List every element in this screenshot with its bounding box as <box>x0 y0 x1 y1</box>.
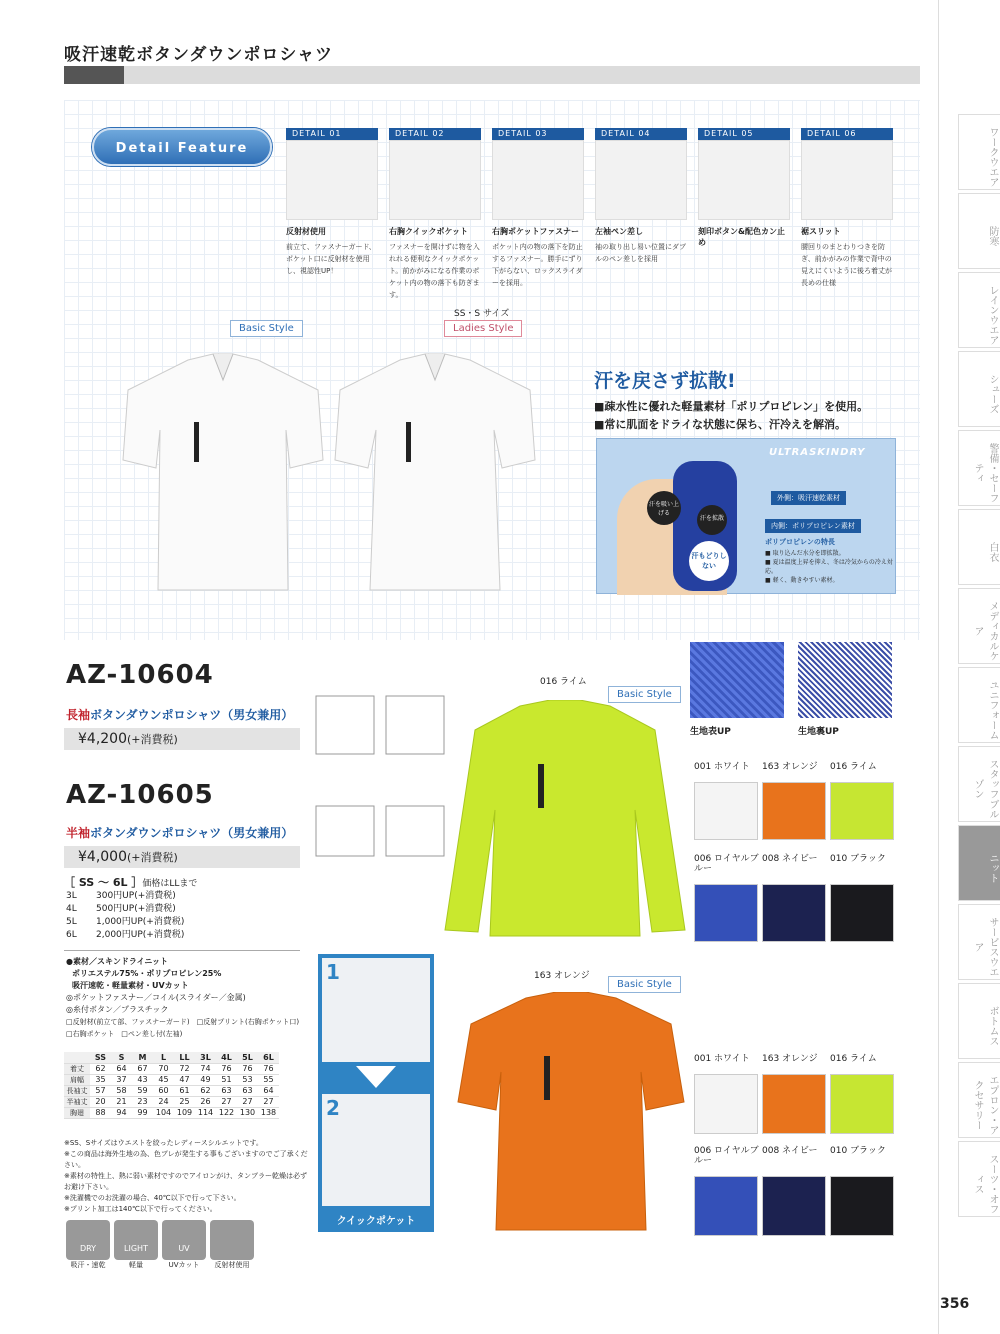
table-cell: 27 <box>237 1096 258 1107</box>
pp-list <box>765 549 893 585</box>
color-label: 008 ネイビー <box>762 854 818 864</box>
tax-note: (+消費税) <box>127 733 178 746</box>
table-cell: 122 <box>216 1107 237 1118</box>
feature-icon: LIGHT <box>114 1220 158 1260</box>
shirt-orange-short <box>456 992 686 1232</box>
table-row <box>64 1063 279 1074</box>
table-cell: 130 <box>237 1107 258 1118</box>
orange-style-tag: Basic Style <box>608 976 681 993</box>
note-line: ※この商品は海外生地の為、色ブレが発生する事もございますのでご了承ください。 <box>64 1150 308 1169</box>
color-swatch <box>694 884 758 942</box>
color-swatch <box>762 1176 826 1236</box>
detail-name: 右胸クイックポケット <box>389 227 469 236</box>
table-cell: 61 <box>174 1085 195 1096</box>
shirt-white-basic <box>118 350 328 600</box>
detail-card <box>492 128 584 289</box>
sidebar-tab: 白衣 <box>958 509 1000 585</box>
detail-photo <box>698 140 790 220</box>
table-cell: 49 <box>195 1074 216 1085</box>
size: 3L <box>66 891 77 901</box>
upcharge-row <box>66 929 184 942</box>
table-cell: 肩幅 <box>64 1074 90 1085</box>
sidebar-tab: ワークウエア <box>958 114 1000 190</box>
detail-head: DETAIL 01 <box>286 128 378 140</box>
sidebar-tab: ボトムス <box>958 983 1000 1059</box>
table-cell: 59 <box>132 1085 153 1096</box>
price-long <box>64 728 300 750</box>
sidebar-tab: スーツ・オフィス <box>958 1141 1000 1217</box>
flat-drawing-short <box>310 800 450 864</box>
size: 4L <box>66 904 77 914</box>
ultraskindry-diagram <box>596 438 896 594</box>
detail-desc: ファスナーを開けずに物を入れれる便利なクイックポケット。前かがみになる作業のポケット内の物の落下も防ぎます。 <box>389 243 480 299</box>
column-header: 5L <box>237 1052 258 1063</box>
down-arrow-icon <box>356 1066 396 1088</box>
color-label: 010 ブラック <box>830 854 886 864</box>
icon-label: 軽量 <box>129 1261 143 1269</box>
pp-item: ■ 軽く、動きやすい素材。 <box>765 577 839 584</box>
icon-label: UVカット <box>168 1261 200 1269</box>
material-line: □反射材(前立て部、ファスナーガード) □反射プリント(右胸ポケット口) <box>66 1018 300 1026</box>
detail-photo <box>492 140 584 220</box>
tax-note: (+消費税) <box>127 851 178 864</box>
orange-label: 163 オレンジ <box>534 971 590 981</box>
table-cell: 45 <box>153 1074 174 1085</box>
detail-feature-badge: Detail Feature <box>92 128 272 166</box>
size-table <box>64 1052 279 1119</box>
note-line: ※SS、Sサイズはウエストを絞ったレディースシルエットです。 <box>64 1139 263 1147</box>
sidebar-tab: ニット <box>958 825 1000 901</box>
material-line: ◎糸付ボタン／プラスチック <box>66 1005 169 1014</box>
table-cell: 138 <box>258 1107 279 1118</box>
table-cell: 35 <box>90 1074 111 1085</box>
detail-desc: 前立て、ファスナーガード、ポケット口に反射材を使用し、視認性UP！ <box>286 243 376 275</box>
price-short <box>64 846 300 868</box>
inner-label: 内側：ポリプロピレン素材 <box>765 519 861 533</box>
table-cell: 63 <box>216 1085 237 1096</box>
detail-photo <box>801 140 893 220</box>
table-cell: 胸廻 <box>64 1107 90 1118</box>
note-line: ※素材の特性上、熱に弱い素材ですのでアイロンがけ、タンブラー乾燥は必ずお避け下さい。 <box>64 1172 307 1191</box>
color-swatch <box>694 782 758 840</box>
table-cell: 51 <box>216 1074 237 1085</box>
table-cell: 109 <box>174 1107 195 1118</box>
table-row <box>64 1107 279 1118</box>
detail-name: 右胸ポケットファスナー <box>492 227 580 236</box>
pp-item: ■ 取り込んだ水分を即拡散。 <box>765 550 845 557</box>
table-cell: 114 <box>195 1107 216 1118</box>
sidebar-tab: ユニフォーム <box>958 667 1000 743</box>
material-line: 吸汗速乾・軽量素材・UVカット <box>72 981 189 990</box>
table-cell: 76 <box>237 1063 258 1074</box>
color-swatch <box>762 1074 826 1134</box>
color-label: 016 ライム <box>830 762 877 772</box>
detail-head: DETAIL 03 <box>492 128 584 140</box>
upcharge: 500円UP(+消費税) <box>96 904 176 914</box>
material-line: ●素材／スキンドライニット <box>66 957 169 966</box>
table-cell: 37 <box>111 1074 132 1085</box>
pp-title: ポリプロピレンの特長 <box>765 538 835 546</box>
material-block <box>66 956 306 1040</box>
product-name-short <box>66 824 293 841</box>
bubble-spread: 汗を拡散 <box>697 505 727 535</box>
quick-pocket-label: クイックポケット <box>336 1216 416 1227</box>
sidebar-tab: レインウエア <box>958 272 1000 348</box>
detail-photo <box>595 140 687 220</box>
material-line: ポリエステル75%・ポリプロピレン25% <box>72 969 222 978</box>
color-swatch <box>830 782 894 840</box>
sleeve-type: 長袖 <box>66 708 91 722</box>
sidebar-tab: メディカルケア <box>958 588 1000 664</box>
quick-pocket-panel <box>318 954 434 1232</box>
size-range <box>64 874 197 890</box>
table-cell: 94 <box>111 1107 132 1118</box>
table-cell: 76 <box>258 1063 279 1074</box>
ladies-size-note: SS・S サイズ <box>454 309 510 319</box>
table-row <box>64 1085 279 1096</box>
column-header: 6L <box>258 1052 279 1063</box>
size-upcharge-list <box>66 890 184 942</box>
table-header <box>64 1052 279 1063</box>
table-cell: 70 <box>153 1063 174 1074</box>
product-name-long <box>66 706 293 723</box>
size-range-value: ［ SS ～ 6L ］ <box>64 876 143 889</box>
sidebar-tab: スタッフブルゾン <box>958 746 1000 822</box>
table-cell: 53 <box>237 1074 258 1085</box>
upcharge-row <box>66 890 184 903</box>
column-header: 3L <box>195 1052 216 1063</box>
color-label: 006 ロイヤルブルー <box>694 854 759 874</box>
column-header: LL <box>174 1052 195 1063</box>
table-cell: 99 <box>132 1107 153 1118</box>
column-header: M <box>132 1052 153 1063</box>
color-label: 008 ネイビー <box>762 1146 818 1156</box>
feature-heading: 汗を戻さず拡散! <box>594 370 736 392</box>
size: 6L <box>66 930 77 940</box>
model-number-long: AZ-10604 <box>66 660 214 690</box>
sleeve-type: 半袖 <box>66 826 91 840</box>
column-header: SS <box>90 1052 111 1063</box>
upcharge: 1,000円UP(+消費税) <box>96 917 185 927</box>
lime-label: 016 ライム <box>540 677 587 687</box>
color-label: 006 ロイヤルブルー <box>694 1146 759 1166</box>
icon-label: 吸汗・速乾 <box>70 1261 106 1269</box>
product-type: ボタンダウンポロシャツ（男女兼用） <box>90 708 294 722</box>
table-cell: 26 <box>195 1096 216 1107</box>
detail-head: DETAIL 04 <box>595 128 687 140</box>
detail-name: 裾スリット <box>801 227 841 236</box>
detail-card <box>698 128 790 252</box>
feature-icon: DRY <box>66 1220 110 1260</box>
flat-drawing-long <box>310 690 450 764</box>
table-cell: 55 <box>258 1074 279 1085</box>
detail-head: DETAIL 05 <box>698 128 790 140</box>
page-title: 吸汗速乾ボタンダウンポロシャツ <box>64 45 333 65</box>
product-type: ボタンダウンポロシャツ（男女兼用） <box>90 826 294 840</box>
table-cell: 20 <box>90 1096 111 1107</box>
outer-label: 外側：吸汗速乾素材 <box>771 491 846 505</box>
column-header <box>64 1052 90 1063</box>
shirt-lime-long <box>440 700 690 940</box>
column-header: S <box>111 1052 132 1063</box>
price-value: ¥4,200 <box>78 731 127 747</box>
table-cell: 64 <box>258 1085 279 1096</box>
icon-group <box>66 1220 110 1270</box>
lime-style-tag: Basic Style <box>608 686 681 703</box>
sidebar-tab: エプロン・アクセサリー <box>958 1062 1000 1138</box>
step-number: 2 <box>326 1096 340 1120</box>
table-row <box>64 1074 279 1085</box>
color-label: 163 オレンジ <box>762 1054 818 1064</box>
detail-card <box>389 128 481 301</box>
detail-desc: 腰回りのまとわりつきを防ぎ、前かがみの作業で背中の見えにくいように後ろ着丈が長めの仕様 <box>801 243 892 287</box>
column-header: L <box>153 1052 174 1063</box>
table-cell: 23 <box>132 1096 153 1107</box>
upcharge-row <box>66 916 184 929</box>
color-swatch <box>694 1074 758 1134</box>
detail-name: 左袖ペン差し <box>595 227 643 236</box>
basic-style-tag: Basic Style <box>230 320 303 337</box>
color-swatch <box>830 1176 894 1236</box>
detail-photo <box>389 140 481 220</box>
feature-icon <box>210 1220 254 1260</box>
detail-name: 反射材使用 <box>286 227 326 236</box>
detail-name: 刻印ボタン&配色カン止め <box>698 227 785 247</box>
shirt-white-ladies <box>330 350 540 600</box>
color-swatch <box>830 884 894 942</box>
fabric-front-label: 生地表UP <box>690 727 731 737</box>
color-label: 010 ブラック <box>830 1146 886 1156</box>
table-cell: 57 <box>90 1085 111 1096</box>
icon-label: 反射材使用 <box>214 1261 250 1269</box>
table-cell: 72 <box>174 1063 195 1074</box>
table-cell: 21 <box>111 1096 132 1107</box>
page-number: 356 <box>940 1296 970 1312</box>
table-cell: 88 <box>90 1107 111 1118</box>
table-cell: 62 <box>195 1085 216 1096</box>
icon-group <box>114 1220 158 1270</box>
table-cell: 104 <box>153 1107 174 1118</box>
fabric-back-label: 生地裏UP <box>798 727 839 737</box>
fabric-back-photo <box>798 642 892 718</box>
upcharge-row <box>66 903 184 916</box>
table-cell: 62 <box>90 1063 111 1074</box>
material-line: ◎ポケットファスナー／コイル(スライダー／金属) <box>66 993 246 1002</box>
sidebar-tab: サービスウエア <box>958 904 1000 980</box>
column-header: 4L <box>216 1052 237 1063</box>
color-label: 001 ホワイト <box>694 1054 750 1064</box>
size-range-note: 価格はLLまで <box>142 879 198 889</box>
detail-card <box>286 128 378 277</box>
color-swatch <box>762 884 826 942</box>
table-cell: 着丈 <box>64 1063 90 1074</box>
upcharge: 2,000円UP(+消費税) <box>96 930 185 940</box>
table-cell: 27 <box>258 1096 279 1107</box>
sidebar-tab: シューズ <box>958 351 1000 427</box>
color-label: 016 ライム <box>830 1054 877 1064</box>
model-number-short: AZ-10605 <box>66 780 214 810</box>
sidebar-tab: 防寒 <box>958 193 1000 269</box>
feature-line-1: ■疎水性に優れた軽量素材「ポリプロピレン」を使用。 <box>594 400 869 413</box>
page-divider <box>938 0 939 1334</box>
title-bar <box>64 66 920 84</box>
upcharge: 300円UP(+消費税) <box>96 891 176 901</box>
icon-group <box>162 1220 206 1270</box>
color-label: 001 ホワイト <box>694 762 750 772</box>
table-cell: 長袖丈 <box>64 1085 90 1096</box>
color-swatch <box>762 782 826 840</box>
notes <box>64 1138 308 1215</box>
brand-label: ULTRASKINDRY <box>769 447 866 458</box>
table-cell: 27 <box>216 1096 237 1107</box>
feature-icon: UV <box>162 1220 206 1260</box>
price-value: ¥4,000 <box>78 849 127 865</box>
fabric-front-photo <box>690 642 784 718</box>
color-label: 163 オレンジ <box>762 762 818 772</box>
detail-head: DETAIL 02 <box>389 128 481 140</box>
material-line: □右胸ポケット □ペン差し付(左袖) <box>66 1030 183 1038</box>
detail-card <box>595 128 687 265</box>
table-cell: 60 <box>153 1085 174 1096</box>
detail-head: DETAIL 06 <box>801 128 893 140</box>
feature-line-2: ■常に肌面をドライな状態に保ち、汗冷えを解消。 <box>594 418 847 431</box>
step-number: 1 <box>326 960 340 984</box>
color-swatch <box>830 1074 894 1134</box>
pp-item: ■ 夏は温度上昇を抑え、冬は冷気からの冷え対応。 <box>765 559 893 575</box>
bubble-no-return: 汗もどりしない <box>689 541 729 581</box>
table-cell: 63 <box>237 1085 258 1096</box>
detail-desc: ポケット内の物の落下を防止するファスナー。勝手にずり下がらない、ロックスライダーを採用。 <box>492 243 583 287</box>
detail-photo <box>286 140 378 220</box>
table-cell: 47 <box>174 1074 195 1085</box>
divider <box>64 950 300 951</box>
table-cell: 半袖丈 <box>64 1096 90 1107</box>
ladies-style-tag: Ladies Style <box>444 320 522 337</box>
table-cell: 64 <box>111 1063 132 1074</box>
table-cell: 25 <box>174 1096 195 1107</box>
table-row <box>64 1096 279 1107</box>
feature-icons <box>66 1220 254 1270</box>
bubble-absorb: 汗を吸い上げる <box>647 491 681 525</box>
note-line: ※プリント加工は140℃以下で行ってください。 <box>64 1205 217 1213</box>
table-cell: 67 <box>132 1063 153 1074</box>
detail-card <box>801 128 893 289</box>
detail-desc: 袖の取り出し易い位置にダブルのペン差しを採用 <box>595 243 686 263</box>
color-swatch <box>694 1176 758 1236</box>
note-line: ※洗濯機でのお洗濯の場合、40℃以下で行って下さい。 <box>64 1194 241 1202</box>
size: 5L <box>66 917 77 927</box>
sidebar-tab: 警備・セーフティ <box>958 430 1000 506</box>
table-cell: 58 <box>111 1085 132 1096</box>
icon-group <box>210 1220 254 1270</box>
table-cell: 43 <box>132 1074 153 1085</box>
table-cell: 24 <box>153 1096 174 1107</box>
table-cell: 76 <box>216 1063 237 1074</box>
table-cell: 74 <box>195 1063 216 1074</box>
